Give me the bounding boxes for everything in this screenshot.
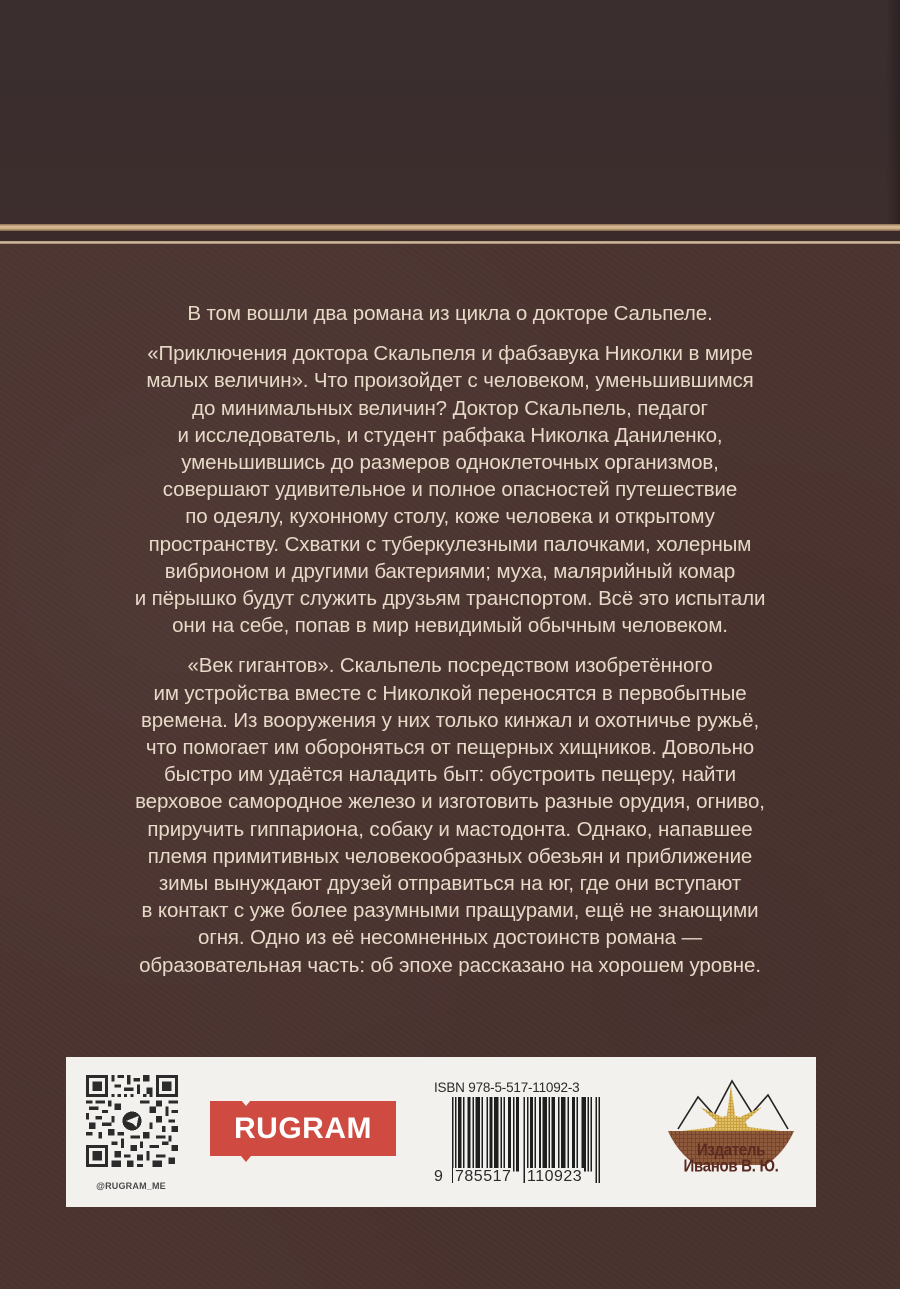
blurb-line: вибрионом и другими бактериями; муха, малярийный комар	[164, 559, 736, 583]
blurb-line: быстро им удаётся наладить быт: обустроить пещеру, найти	[164, 763, 736, 787]
blurb-paragraph-first-novel	[60, 340, 840, 639]
telegram-qr-code-icon[interactable]	[86, 1075, 178, 1167]
cover-top-band	[0, 0, 900, 224]
book-blurb	[60, 300, 840, 992]
publisher-name-line1: Издатель	[696, 1140, 766, 1161]
blurb-line: В том вошли два романа из цикла о докторе Сальпеле.	[187, 302, 713, 325]
blurb-line: приручить гиппариона, собаку и мастодонта. Однако, напавшее	[147, 817, 753, 841]
rule-gap	[0, 231, 900, 241]
blurb-line: и пёрышко будут служить друзьям транспортом. Всё это испытали	[134, 587, 766, 611]
blurb-line: совершают удивительное и полное опасностей путешествие	[162, 478, 738, 502]
blurb-paragraph-second-novel	[60, 652, 840, 978]
barcode-lead-digit: 9	[434, 1168, 444, 1185]
blurb-line: малых величин». Что произойдет с человеком, уменьшившимся	[146, 369, 754, 393]
barcode-right-group: 110923	[527, 1168, 583, 1185]
blurb-line: до минимальных величин? Доктор Скальпель, педагог	[192, 396, 708, 420]
blurb-line: племя примитивных человекообразных обезьян и приближение	[147, 844, 753, 868]
publisher-name-line2: Иванов В. Ю.	[683, 1156, 779, 1177]
qr-handle-label: @RUGRAM_ME	[96, 1181, 166, 1191]
barcode-left-group: 785517	[455, 1168, 512, 1185]
blurb-line: зимы вынуждают друзей отправиться на юг, где они вступают	[158, 872, 742, 896]
isbn-label: ISBN 978-5-517-11092-3	[434, 1080, 580, 1095]
blurb-line: им устройства вместе с Николкой переносятся в первобытные	[153, 681, 747, 705]
blurb-line: уменьшившись до размеров одноклеточных организмов,	[181, 451, 719, 475]
blurb-line: в контакт с уже более разумными пращурами, ещё не знающими	[141, 899, 759, 923]
blurb-line: пространству. Схватки с туберкулезными палочками, холерным	[148, 532, 752, 556]
blurb-line: «Век гигантов». Скальпель посредством изобретённого	[187, 654, 713, 678]
rugram-logo	[210, 1101, 396, 1156]
publisher-mountains-sun-logo-icon	[656, 1071, 806, 1199]
publisher-info-panel	[66, 1057, 816, 1207]
blurb-paragraph-intro	[60, 300, 840, 327]
rugram-label: RUGRAM	[234, 1111, 372, 1145]
blurb-line: «Приключения доктора Скальпеля и фабзавука Николки в мире	[147, 342, 753, 366]
publisher-name	[656, 1140, 806, 1177]
blurb-line: времена. Из вооружения у них только кинжал и охотничье ружьё,	[140, 708, 760, 732]
rugram-notch-bottom	[241, 1156, 251, 1162]
blurb-line: и исследователь, и студент рабфака Николка Даниленко,	[177, 423, 723, 447]
blurb-line: образовательная часть: об эпохе рассказано на хорошем уровне.	[139, 953, 761, 977]
blurb-line: что помогает им обороняться от пещерных хищников. Довольно	[145, 736, 755, 760]
blurb-line: они на себе, попав в мир невидимый обычным человеком.	[172, 614, 728, 638]
barcode-digits	[434, 1168, 624, 1188]
rugram-notch-top	[241, 1100, 251, 1106]
blurb-line: верховое самородное железо и изготовить разные орудия, огниво,	[135, 790, 765, 814]
blurb-line: огня. Одно из её несомненных достоинств романа —	[198, 926, 702, 950]
gold-rule-thick	[0, 224, 900, 231]
blurb-line: по одеялу, кухонному столу, коже человека и открытому	[185, 505, 715, 529]
